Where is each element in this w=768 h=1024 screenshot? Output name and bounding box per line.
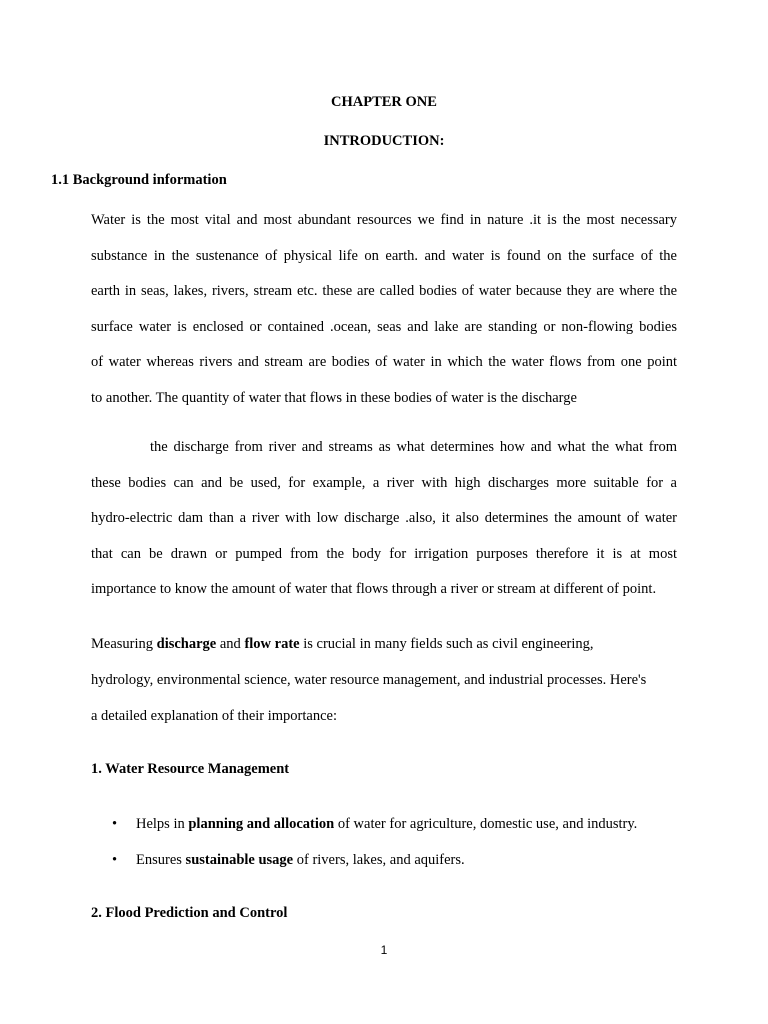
paragraph-line: substance in the sustenance of physical life on earth. and water is found on the surface of the xyxy=(91,247,677,264)
paragraph-line: Water is the most vital and most abundant resources we find in nature .it is the most necessary xyxy=(91,212,677,228)
text-run: is crucial in many fields such as civil engineering, xyxy=(299,636,594,652)
bold-term-discharge: discharge xyxy=(156,636,217,652)
text-run: and xyxy=(216,636,245,652)
background-paragraph-1 xyxy=(91,203,677,417)
paragraph-line: surface water is enclosed or contained .ocean, seas and lake are standing or non-flowing bodies xyxy=(91,318,677,335)
bullet-list xyxy=(110,814,637,886)
paragraph-line: hydrology, environmental science, water resource management, and industrial processes. Here's xyxy=(91,672,647,688)
paragraph-line: importance to know the amount of water that flows through a river or stream at different of point. xyxy=(91,581,657,598)
bold-term: planning and allocation xyxy=(188,816,335,832)
text-run: of rivers, lakes, and aquifers. xyxy=(293,852,465,868)
text-run: Helps in xyxy=(136,816,189,832)
subheading-flood-prediction: 2. Flood Prediction and Control xyxy=(91,905,288,921)
paragraph-line: to another. The quantity of water that flows in these bodies of water is the discharge xyxy=(91,389,577,406)
chapter-title: CHAPTER ONE xyxy=(331,94,437,110)
bold-term-flow-rate: flow rate xyxy=(244,636,300,652)
paragraph-line: earth in seas, lakes, rivers, stream etc. these are called bodies of water because they are where the xyxy=(91,283,677,300)
paragraph-line: hydro-electric dam than a river with low discharge .also, it also determines the amount of water xyxy=(91,510,677,527)
paragraph-line xyxy=(91,626,691,662)
section-heading: 1.1 Background information xyxy=(51,172,227,188)
text-run: of water for agriculture, domestic use, and industry. xyxy=(334,816,638,832)
paragraph-line: of water whereas rivers and stream are bodies of water in which the water flows from one point xyxy=(91,354,677,371)
bold-term: sustainable usage xyxy=(185,852,294,868)
bullet-icon: • xyxy=(112,852,118,868)
paragraph-line: these bodies can and be used, for example, a river with high discharges more suitable for a xyxy=(91,474,677,491)
bullet-icon: • xyxy=(112,816,118,832)
text-run: Measuring xyxy=(91,636,157,652)
introduction-title: INTRODUCTION: xyxy=(323,133,445,149)
paragraph-line: the discharge from river and streams as what determines how and what the what from xyxy=(150,439,677,455)
text-run: Ensures xyxy=(136,852,186,868)
paragraph-line: that can be drawn or pumped from the body for irrigation purposes therefore it is at most xyxy=(91,545,677,562)
importance-paragraph xyxy=(91,626,691,734)
paragraph-line: a detailed explanation of their importance: xyxy=(91,708,337,724)
list-item xyxy=(110,850,637,886)
page-number: 1 xyxy=(380,943,388,957)
background-paragraph-2 xyxy=(91,430,677,608)
list-item xyxy=(110,814,637,850)
subheading-water-resource-management: 1. Water Resource Management xyxy=(91,761,290,777)
